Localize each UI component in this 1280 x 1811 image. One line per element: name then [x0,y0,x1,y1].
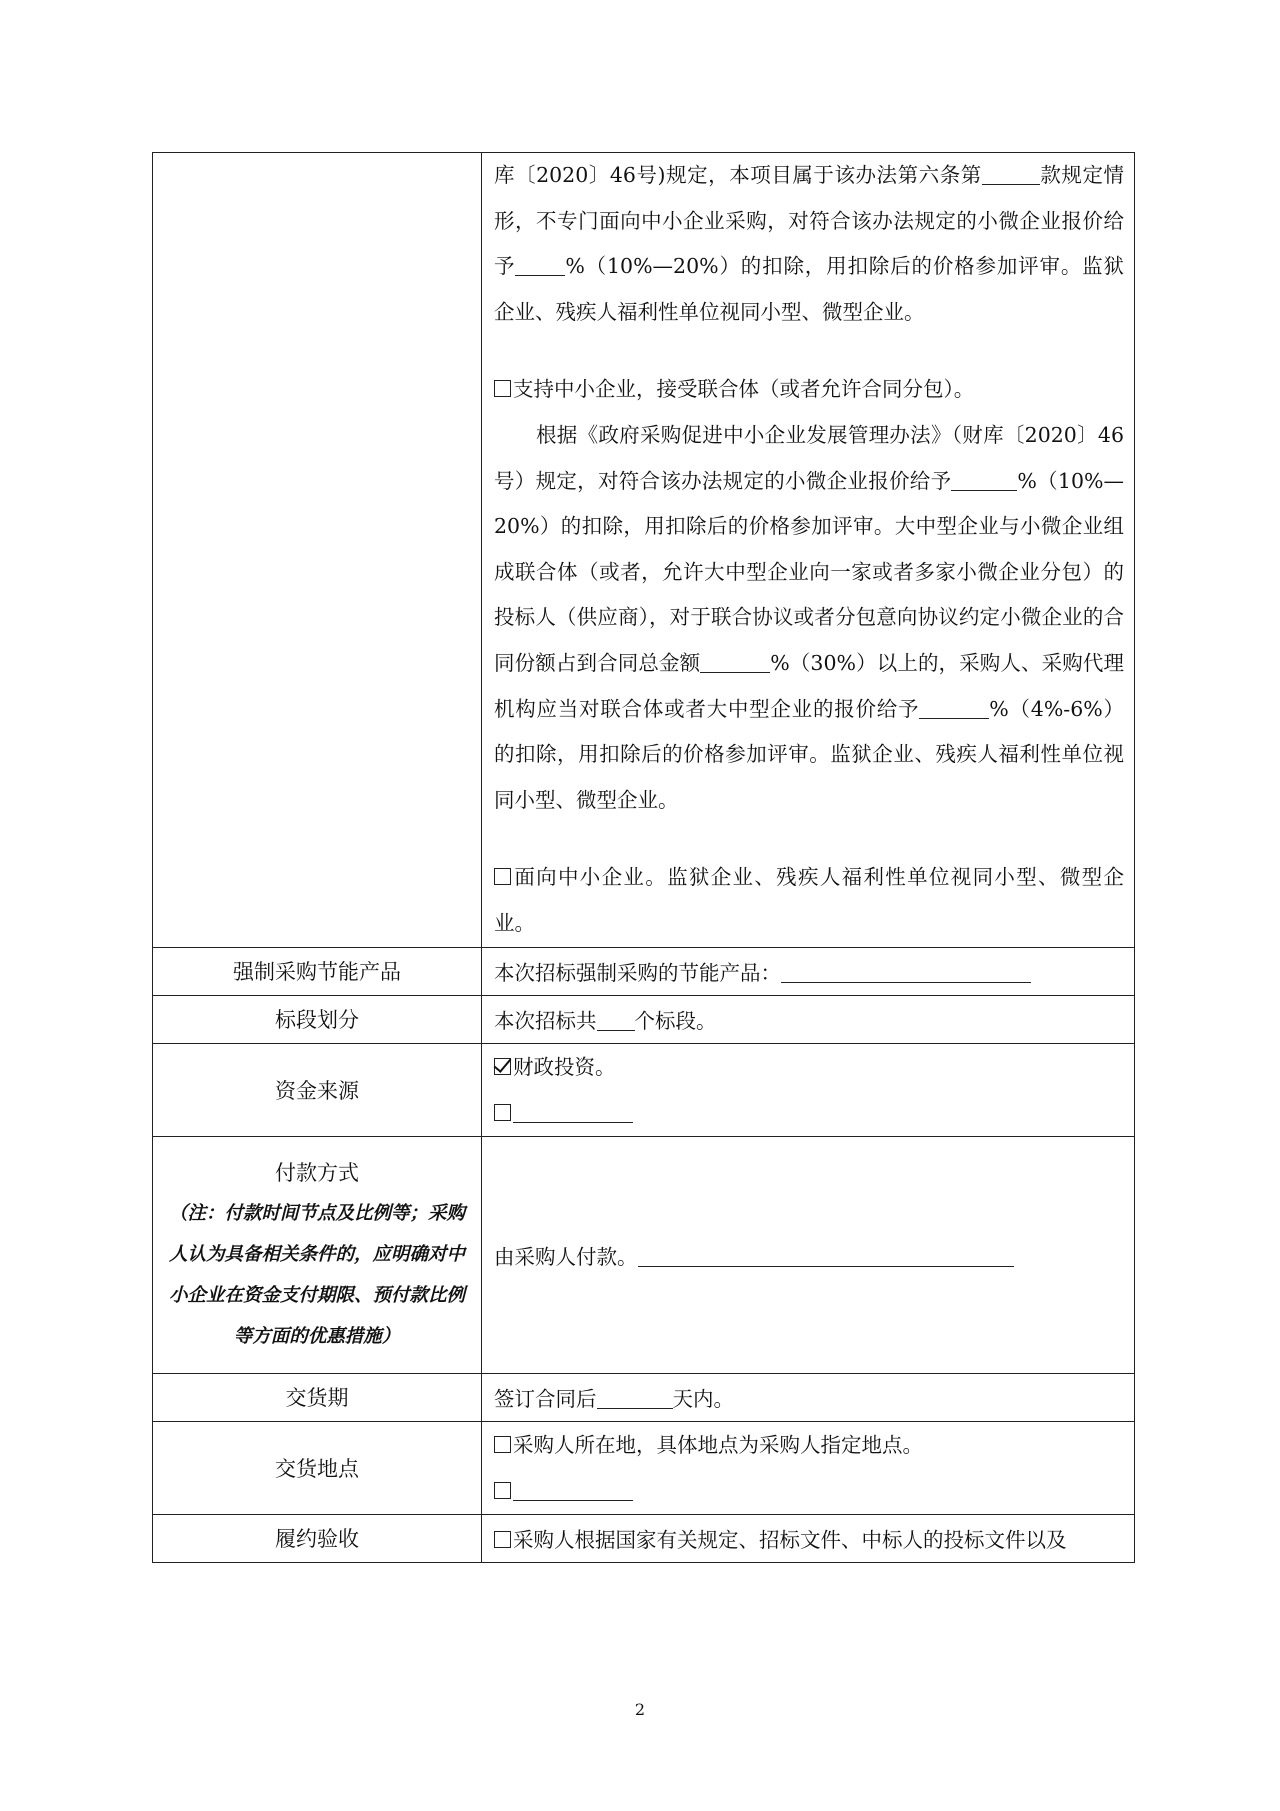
delivery-time-row [153,1373,1135,1421]
funds-label: 资金来源 [153,1043,482,1136]
blank-line [597,1387,673,1410]
delivery-place-cell [482,1421,1135,1514]
checkbox-icon[interactable] [494,868,511,885]
sme-option-2-text: 根据《政府采购促进中小企业发展管理办法》（财库〔2020〕46号）规定，对符合该办法规定的小微企业报价给予 %（10%—20%）的扣除，用扣除后的价格参加评审。大中型企业与小微企业组成联合体（或者，允许大中型企业向一家或者多家小微企业分包）的投标人（供应商），对于联合协议或者分包意向协议约定小微企业的合同份额占到合同总金额 %（30%）以上的，采购人、采购代理机构应当对联合体或者大中型企业的报价给予 %（4%-6%）的扣除，用扣除后的价格参加评审。监狱企业、残疾人福利性单位视同小型、微型企业。 [494,422,1125,812]
delivery-place-option-2 [494,1468,1124,1514]
payment-row [153,1136,1135,1373]
acceptance-row [153,1514,1135,1562]
payment-label-cell [153,1136,482,1373]
page-number: 2 [634,1700,646,1719]
delivery-place-label: 交货地点 [153,1421,482,1514]
blank-line [951,468,1017,491]
checkbox-icon[interactable] [494,380,511,397]
funds-option-1: 财政投资。 [494,1044,1124,1090]
payment-label: 付款方式 [275,1160,359,1185]
lots-cell: 本次招标共 个标段。 [482,995,1135,1043]
funds-row [153,1043,1135,1136]
checkbox-icon[interactable] [494,1531,511,1548]
lots-row [153,995,1135,1043]
checkbox-icon[interactable] [494,1436,511,1453]
delivery-place-row [153,1421,1135,1514]
blank-line [515,254,565,277]
payment-cell: 由采购人付款。 [482,1136,1135,1373]
sme-option-3-text: 面向中小企业。监狱企业、残疾人福利性单位视同小型、微型企业。 [494,865,1124,935]
blank-line [513,1478,633,1501]
blank-line [638,1244,1014,1267]
sme-policy-cell [482,153,1135,948]
acceptance-cell: 采购人根据国家有关规定、招标文件、中标人的投标文件以及 [482,1514,1135,1562]
delivery-time-label: 交货期 [153,1373,482,1421]
blank-line [597,1009,635,1032]
energy-label: 强制采购节能产品 [153,947,482,995]
empty-label-cell [153,153,482,948]
delivery-place-option-1: 采购人所在地，具体地点为采购人指定地点。 [494,1422,1124,1468]
delivery-time-cell: 签订合同后 天内。 [482,1373,1135,1421]
lots-label: 标段划分 [153,995,482,1043]
checkbox-icon[interactable] [494,1482,511,1499]
blank-line [700,650,770,673]
payment-note: （注：付款时间节点及比例等；采购人认为具备相关条件的，应明确对中小企业在资金支付期限、预付款比例等方面的优惠措施） [168,1202,465,1347]
blank-line [919,696,989,719]
blank-line [513,1100,633,1123]
sme-option-2-title: 支持中小企业，接受联合体（或者允许合同分包）。 [494,367,1124,413]
requirements-table [152,152,1135,1563]
energy-row [153,947,1135,995]
funds-cell [482,1043,1135,1136]
checkbox-icon[interactable] [494,1104,511,1121]
funds-option-2 [494,1090,1124,1136]
checked-checkbox-icon[interactable] [494,1058,511,1075]
blank-line [982,163,1040,186]
acceptance-label: 履约验收 [153,1514,482,1562]
blank-line [781,961,1031,984]
sme-option-1-text: 库〔2020〕46号)规定，本项目属于该办法第六条第 款规定情形，不专门面向中小企业采购，对符合该办法规定的小微企业报价给予 %（10%—20%）的扣除，用扣除后的价格参加评审。监狱企业、残疾人福利性单位视同小型、微型企业。 [494,163,1125,324]
sme-policy-row [153,153,1135,948]
energy-cell: 本次招标强制采购的节能产品： [482,947,1135,995]
